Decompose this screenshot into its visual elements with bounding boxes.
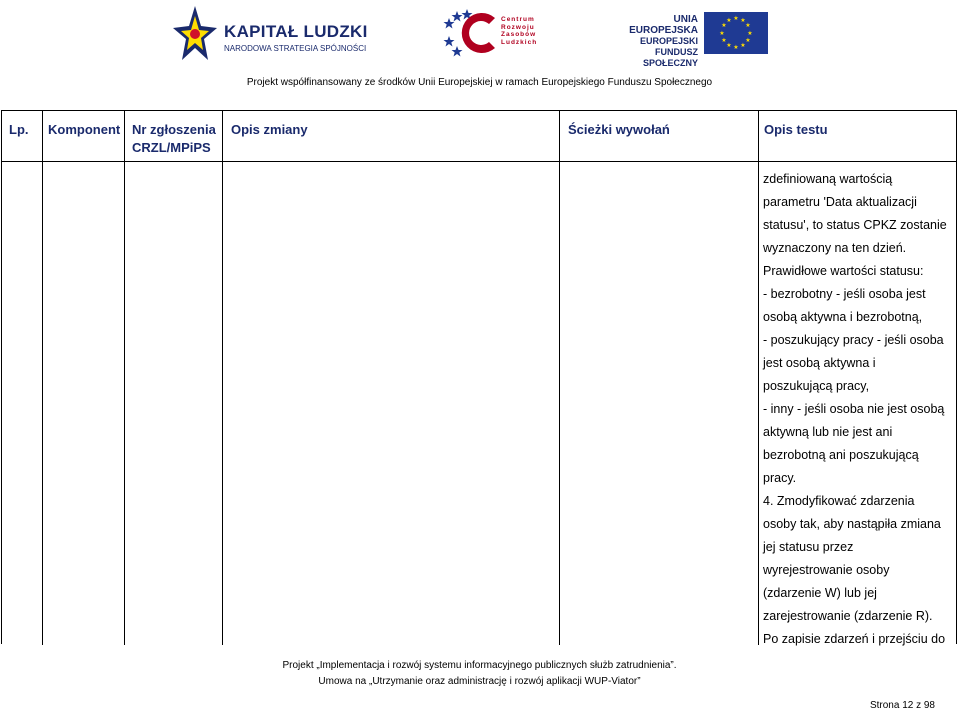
header-opis-testu: Opis testu (764, 122, 828, 137)
crzl-text: Centrum Rozwoju Zasobów Ludzkich (501, 16, 538, 46)
header-lp: Lp. (9, 122, 29, 137)
footer-project-line: Projekt „Implementacja i rozwój systemu informacyjnego publicznych służb zatrudnienia”. (282, 660, 677, 671)
svg-text:★: ★ (745, 22, 751, 29)
crzl-emblem-icon (443, 8, 499, 58)
cell-nr-zgloszenia (125, 162, 223, 645)
header-nr-zgloszenia: Nr zgłoszenia CRZL/MPiPS (132, 122, 216, 155)
svg-text:★: ★ (745, 37, 751, 44)
table-header-row (2, 111, 956, 162)
ue-text: UNIA EUROPEJSKA EUROPEJSKI FUNDUSZ SPOŁECZNY (629, 14, 698, 68)
cell-lp (2, 162, 43, 645)
kapital-ludzki-logo (172, 4, 368, 64)
svg-text:★: ★ (740, 17, 746, 24)
cell-opis-zmiany (223, 162, 560, 645)
cell-opis-testu-text: zdefiniowaną wartością parametru 'Data aktualizacji statusu', to status CPKZ zostanie wyznaczony na ten dzień. Prawidłowe wartości statusu: - bezrobotny - jeśli osoba jest osobą aktywna i bezrobotną, - poszukujący pracy - jeśli osoba jest osobą aktywna i poszukującą pracy, - inny - jeśli osoba nie jest osobą aktywną lub nie jest ani bezrobotną ani poszukującą pracy. 4. Zmodyfikować zdarzenia osoby tak, aby nastąpiła zmiana jej statusu przez wyrejestrowanie osoby (zdarzenie W) lub jej zarejestrowanie (zdarzenie R). Po zapisie zdarzeń i przejściu do (763, 172, 947, 646)
svg-text:★: ★ (721, 37, 727, 44)
svg-text:★: ★ (733, 15, 739, 22)
ue-logo (612, 10, 772, 68)
svg-text:★: ★ (726, 17, 732, 24)
kapital-ludzki-star-icon (172, 4, 218, 64)
cell-sciezki (560, 162, 759, 645)
svg-text:★: ★ (721, 22, 727, 29)
svg-text:★: ★ (733, 44, 739, 51)
svg-text:★: ★ (719, 30, 725, 37)
cofinancing-note: Projekt współfinansowany ze środków Unii Europejskiej w ramach Europejskiego Funduszu Społecznego (246, 77, 713, 88)
header-komponent: Komponent (48, 122, 121, 137)
kapital-ludzki-subtitle: NARODOWA STRATEGIA SPÓJNOŚCI (224, 44, 367, 53)
cell-komponent (43, 162, 125, 645)
changes-table (1, 110, 957, 644)
footer-contract-line: Umowa na „Utrzymanie oraz administrację i rozwój aplikacji WUP-Viator” (318, 676, 641, 687)
eu-flag-icon (704, 12, 768, 54)
table-row (2, 162, 956, 645)
crzl-logo (443, 8, 543, 58)
svg-text:★: ★ (740, 42, 746, 49)
page-number: Strona 12 z 98 (869, 700, 935, 711)
svg-text:★: ★ (747, 30, 753, 37)
svg-text:★: ★ (726, 42, 732, 49)
kapital-ludzki-title: KAPITAŁ LUDZKI (224, 22, 368, 41)
logo-bar (0, 0, 959, 70)
header-sciezki: Ścieżki wywołań (568, 122, 670, 137)
header-opis-zmiany: Opis zmiany (231, 122, 308, 137)
